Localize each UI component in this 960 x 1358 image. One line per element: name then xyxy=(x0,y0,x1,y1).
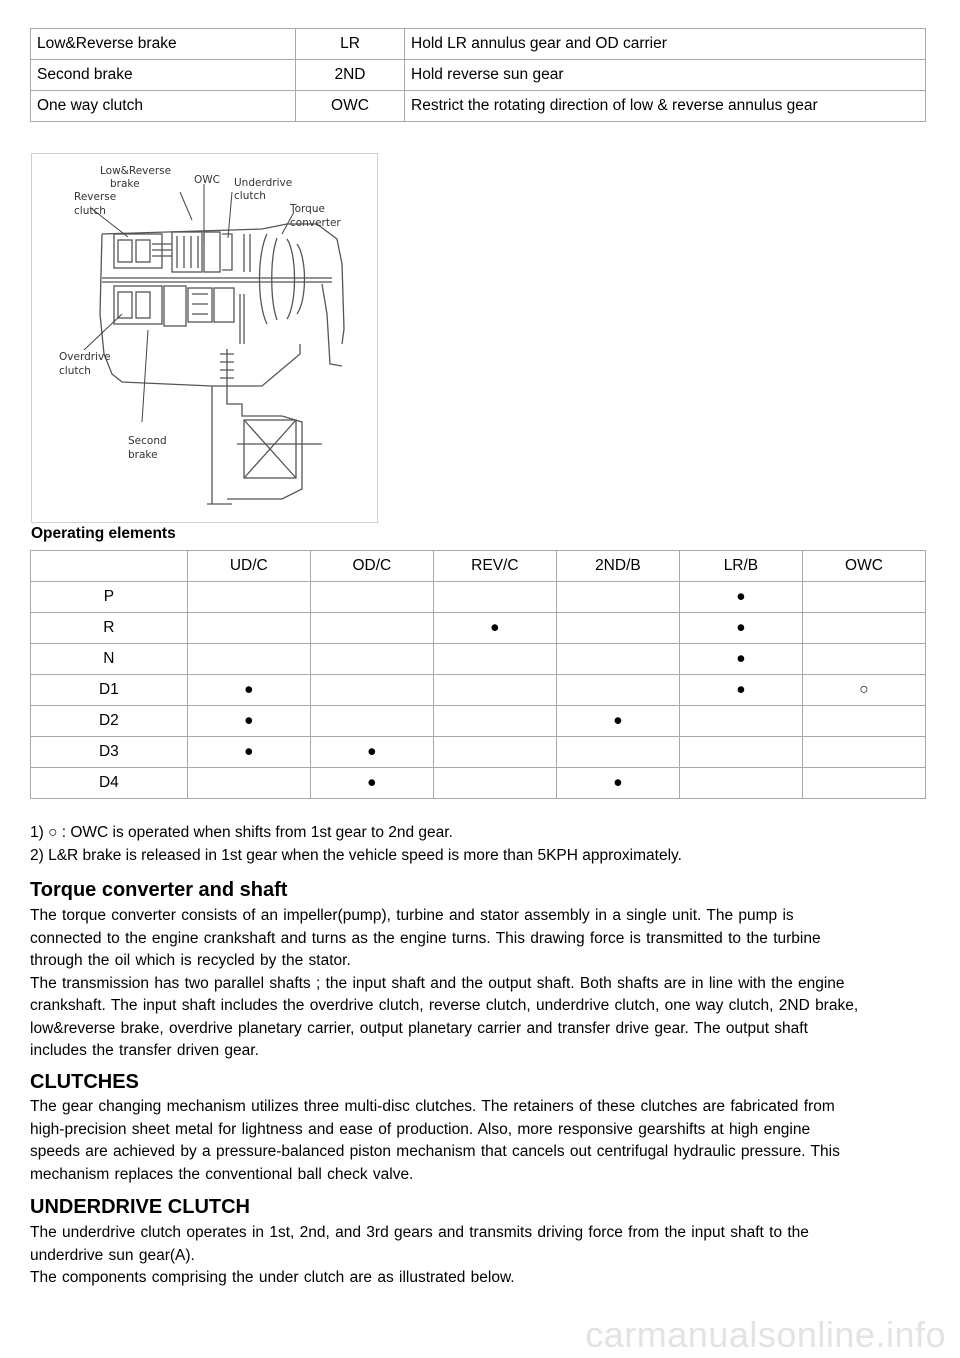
diagram-drawing xyxy=(100,224,344,504)
table-cell: ● xyxy=(679,613,802,644)
table-cell: ○ xyxy=(802,675,925,706)
table-cell xyxy=(310,675,433,706)
component-abbr: 2ND xyxy=(296,60,405,91)
table-cell: ● xyxy=(310,768,433,799)
column-header: LR/B xyxy=(679,551,802,582)
second-brake-label: Second xyxy=(128,435,167,447)
table-cell xyxy=(802,737,925,768)
table-cell xyxy=(310,582,433,613)
table-cell xyxy=(556,737,679,768)
operating-elements-table xyxy=(30,550,926,799)
figure-caption: Operating elements xyxy=(31,525,176,542)
table-cell xyxy=(433,582,556,613)
table-row xyxy=(31,737,926,768)
reverse-label: Reverse xyxy=(74,191,117,203)
table-cell xyxy=(433,706,556,737)
gear-position: R xyxy=(31,613,188,644)
section-heading: CLUTCHES xyxy=(30,1071,139,1093)
table-row xyxy=(31,706,926,737)
table-header-row xyxy=(31,551,926,582)
table-cell: ● xyxy=(679,582,802,613)
table-cell: ● xyxy=(679,644,802,675)
torque-label: converter xyxy=(290,217,341,229)
component-table xyxy=(30,28,926,122)
gear-position: D2 xyxy=(31,706,188,737)
component-name: One way clutch xyxy=(31,91,296,122)
underdrive-label: clutch xyxy=(234,190,266,202)
diagram-labels xyxy=(59,165,341,461)
table-cell xyxy=(679,768,802,799)
table-cell: ● xyxy=(679,675,802,706)
note-owc: 1) ○ : OWC is operated when shifts from 1st gear to 2nd gear. xyxy=(30,824,453,841)
watermark: carmanualsonline.info xyxy=(585,1314,946,1355)
gear-position: D4 xyxy=(31,768,188,799)
section-heading: Torque converter and shaft xyxy=(30,879,288,901)
low-reverse-label: brake xyxy=(110,178,140,190)
column-header: REV/C xyxy=(433,551,556,582)
overdrive-label: clutch xyxy=(59,365,91,377)
table-cell xyxy=(433,644,556,675)
gear-position: N xyxy=(31,644,188,675)
table-cell xyxy=(802,706,925,737)
table-cell xyxy=(556,644,679,675)
table-cell: ● xyxy=(556,768,679,799)
table-cell xyxy=(433,768,556,799)
section-paragraph: The torque converter consists of an impeller(pump), turbine and stator assembly in a single unit. The pump is connected to the engine crankshaft and turns as the engine turns. This drawing force is transmitted to the turbine through the oil which is recycled by the stator. The transmission has two parallel shafts ; the input shaft and the output shaft. Both shafts are in line with the engine crankshaft. The input shaft includes the overdrive clutch, reverse clutch, underdrive clutch, one way clutch, 2ND brake, low&reverse brake, overdrive planetary carrier, output planetary carrier and transfer drive gear. The output shaft includes the transfer driven gear. xyxy=(30,907,859,1059)
table-cell: ● xyxy=(187,675,310,706)
table-cell xyxy=(310,706,433,737)
table-row xyxy=(31,613,926,644)
table-row xyxy=(31,60,926,91)
component-function: Hold LR annulus gear and OD carrier xyxy=(405,29,926,60)
section-paragraph: The underdrive clutch operates in 1st, 2nd, and 3rd gears and transmits driving force from the input shaft to the underdrive sun gear(A). The components comprising the under clutch are as illustrated below. xyxy=(30,1224,809,1286)
column-header xyxy=(31,551,188,582)
torque-label: Torque xyxy=(290,203,325,215)
gear-position: P xyxy=(31,582,188,613)
table-cell xyxy=(802,613,925,644)
table-row xyxy=(31,768,926,799)
owc-label: OWC xyxy=(194,174,220,186)
note-lr-brake: 2) L&R brake is released in 1st gear when the vehicle speed is more than 5KPH approximately. xyxy=(30,847,682,864)
second-brake-label: brake xyxy=(128,449,158,461)
gear-position: D1 xyxy=(31,675,188,706)
table-cell xyxy=(802,582,925,613)
table-cell xyxy=(556,582,679,613)
table-cell: ● xyxy=(187,737,310,768)
component-name: Second brake xyxy=(31,60,296,91)
section-heading: UNDERDRIVE CLUTCH xyxy=(30,1196,250,1218)
component-name: Low&Reverse brake xyxy=(31,29,296,60)
component-abbr: LR xyxy=(296,29,405,60)
table-cell: ● xyxy=(187,706,310,737)
table-cell xyxy=(310,644,433,675)
component-function: Restrict the rotating direction of low & reverse annulus gear xyxy=(405,91,926,122)
column-header: OWC xyxy=(802,551,925,582)
table-row xyxy=(31,29,926,60)
table-cell: ● xyxy=(556,706,679,737)
table-row xyxy=(31,644,926,675)
table-row xyxy=(31,675,926,706)
table-cell xyxy=(187,644,310,675)
underdrive-label: Underdrive xyxy=(234,177,293,189)
gear-position: D3 xyxy=(31,737,188,768)
table-cell xyxy=(802,644,925,675)
low-reverse-label: Low&Reverse xyxy=(100,165,172,177)
component-abbr: OWC xyxy=(296,91,405,122)
component-function: Hold reverse sun gear xyxy=(405,60,926,91)
table-cell xyxy=(187,582,310,613)
column-header: UD/C xyxy=(187,551,310,582)
reverse-label: clutch xyxy=(74,205,106,217)
table-cell xyxy=(556,675,679,706)
table-cell: ● xyxy=(310,737,433,768)
transmission-diagram xyxy=(31,153,378,523)
section-paragraph: The gear changing mechanism utilizes three multi-disc clutches. The retainers of these clutches are fabricated from high-precision sheet metal for lightness and ease of production. Also, more responsive gearshifts at high engine speeds are achieved by a pressure-balanced piston mechanism that cancels out centrifugal hydraulic pressure. This mechanism replaces the conventional ball check valve. xyxy=(30,1098,840,1183)
table-cell xyxy=(187,768,310,799)
overdrive-label: Overdrive xyxy=(59,351,111,363)
table-cell xyxy=(310,613,433,644)
table-cell xyxy=(433,737,556,768)
table-row xyxy=(31,91,926,122)
table-cell: ● xyxy=(433,613,556,644)
table-row xyxy=(31,582,926,613)
table-cell xyxy=(187,613,310,644)
table-cell xyxy=(556,613,679,644)
table-cell xyxy=(679,737,802,768)
table-cell xyxy=(433,675,556,706)
table-cell xyxy=(802,768,925,799)
table-cell xyxy=(679,706,802,737)
column-header: 2ND/B xyxy=(556,551,679,582)
column-header: OD/C xyxy=(310,551,433,582)
